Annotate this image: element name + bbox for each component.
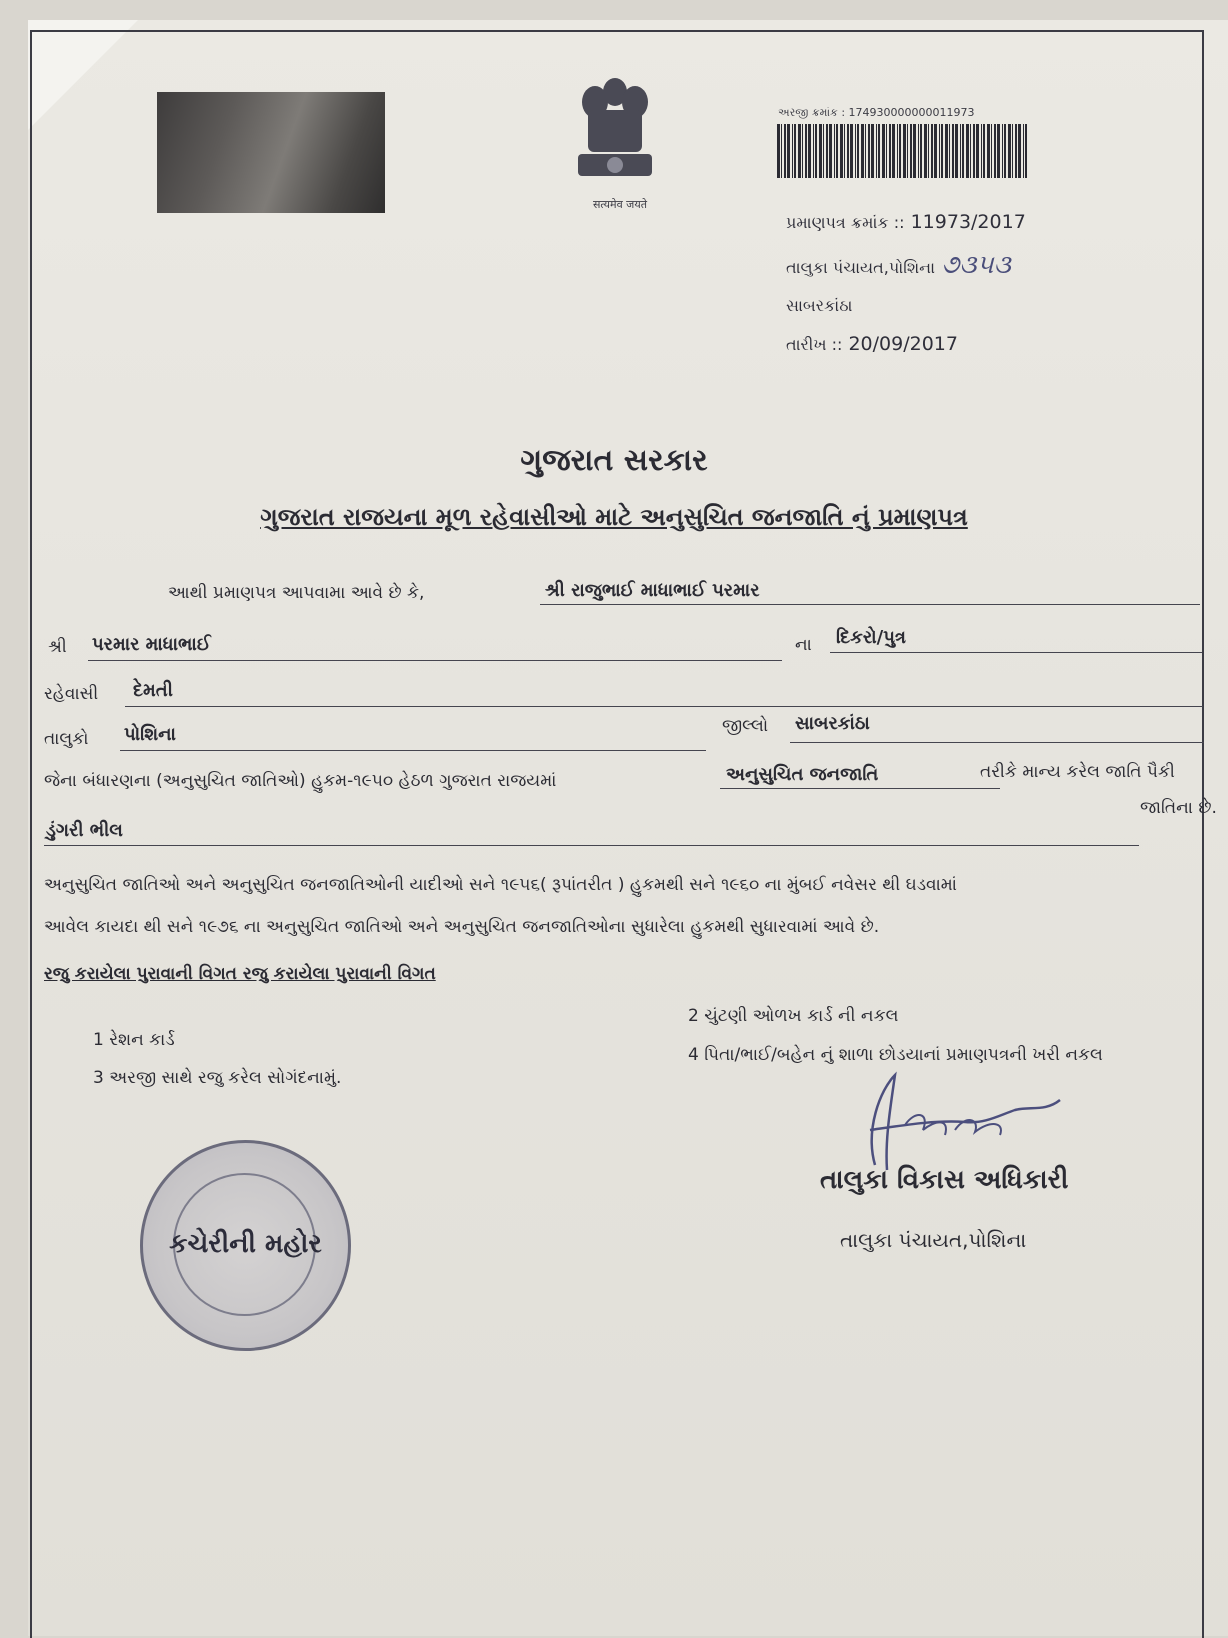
village-line [125,706,1203,707]
taluka: પોશિના [124,724,176,745]
barcode-bar [949,124,950,178]
barcode-bar [840,124,843,178]
evidence-item: 1 રેશન કાર્ડ [93,1030,175,1050]
barcode-bar [878,124,880,178]
barcode-bar [928,124,929,178]
relation-line [830,652,1202,653]
barcode-bar [924,124,927,178]
shri-label: શ્રી [48,637,67,657]
barcode-bar [857,124,859,178]
barcode-bar [892,124,895,178]
relation: દિકરો/પુત્ર [836,627,906,648]
barcode-bar [886,124,887,178]
barcode-bar [955,124,958,178]
barcode-bar [784,124,786,178]
barcode-bar [910,124,912,178]
application-number: અરજી ક્રમાંક : 174930000000011973 [778,106,975,119]
document-border [30,30,1204,1638]
barcode-bar [847,124,849,178]
barcode-bar [802,124,803,178]
barcode-bar [1012,124,1013,178]
barcode [777,124,1029,178]
barcode-bar [787,124,790,178]
taluka-line [120,750,706,751]
of-label: ના [795,635,812,655]
certificate-number: 11973/2017 [910,211,1026,233]
barcode-bar [1015,124,1017,178]
barcode-bar [897,124,898,178]
barcode-bar [987,124,990,178]
barcode-bar [815,124,817,178]
barcode-bar [794,124,796,178]
barcode-bar [960,124,961,178]
barcode-bar [829,124,832,178]
barcode-bar [876,124,877,178]
barcode-bar [889,124,891,178]
barcode-bar [991,124,992,178]
applicant-photo [157,92,385,213]
barcode-bar [966,124,969,178]
emblem-motto: सत्यमेव जयते [592,198,647,211]
legal-paragraph-line2: આવેલ કાયદા થી સને ૧૯૭૬ ના અનુસુચિત જાતિઓ અને અનુસુચિત જનજાતિઓના સુધારેલા હુકમથી સુધારવામાં આવે છે. [44,917,880,937]
barcode-bar [868,124,870,178]
barcode-bar [903,124,906,178]
date-row [786,333,958,355]
barcode-bar [882,124,885,178]
barcode-bar [931,124,933,178]
holder-name: શ્રી રાજુભાઈ માધાભાઈ પરમાર [545,580,760,601]
officer-title: તાલુકા વિકાસ અધિકારી [820,1165,1069,1195]
barcode-bar [941,124,943,178]
district-line: સાબરકાંઠા [786,296,853,315]
barcode-bar [1008,124,1011,178]
barcode-bar [1025,124,1027,178]
barcode-bar [808,124,811,178]
barcode-bar [907,124,908,178]
certificate-number-label: પ્રમાણપત્ર ક્રમાંક :: [786,213,905,232]
seal-text: કચેરીની મહોર [169,1229,322,1259]
barcode-bar [1004,124,1006,178]
barcode-bar [962,124,964,178]
resident-label: રહેવાસી [44,684,99,704]
barcode-bar [1002,124,1003,178]
district-row [786,294,852,316]
barcode-bar [861,124,864,178]
handwritten-number: ૭૩૫૩ [941,250,1011,280]
taluka-label: તાલુકો [44,729,89,749]
barcode-bar [913,124,916,178]
caste-line [44,845,1139,846]
government-title: ગુજરાત સરકાર [520,443,708,478]
barcode-bar [1018,124,1021,178]
barcode-bar [899,124,901,178]
district-label: જીલ્લો [722,716,769,736]
barcode-bar [997,124,1000,178]
office-line: તાલુકા પંચાયત,પોશિના [786,258,936,277]
issue-date: 20/09/2017 [848,333,958,355]
national-emblem-icon [560,70,670,200]
barcode-bar [834,124,835,178]
barcode-bar [945,124,948,178]
barcode-bar [952,124,954,178]
barcode-bar [920,124,922,178]
legal-paragraph-line1: અનુસુચિત જાતિઓ અને અનુસુચિત જનજાતિઓની યાદીઓ સને ૧૯૫૬( રૂપાંતરીત ) હુકમથી સને ૧૯૬૦ ના મુંબઈ નવેસર થી ઘડવામાં [44,875,957,895]
barcode-bar [865,124,866,178]
date-label: તારીખ :: [786,335,843,354]
barcode-bar [939,124,940,178]
recognized-text: તરીકે માન્ય કરેલ જાતિ પૈકી [980,762,1175,782]
barcode-bar [805,124,807,178]
barcode-bar [836,124,838,178]
barcode-bar [918,124,919,178]
holder-name-line [540,604,1200,605]
barcode-bar [823,124,824,178]
barcode-bar [777,124,780,178]
barcode-bar [983,124,985,178]
officer-signature [835,1070,1065,1180]
barcode-bar [798,124,801,178]
barcode-bar [970,124,971,178]
barcode-bar [819,124,822,178]
evidence-item: 2 ચુંટણી ઓળખ કાર્ડ ની નકલ [688,1006,899,1026]
office-seal [140,1140,351,1351]
intro-text: આથી પ્રમાણપત્ર આપવામા આવે છે કે, [168,583,425,603]
barcode-bar [855,124,856,178]
barcode-bar [850,124,853,178]
father-name-line [88,660,782,661]
barcode-bar [871,124,874,178]
barcode-bar [826,124,828,178]
barcode-bar [792,124,793,178]
barcode-bar [981,124,982,178]
office-row [786,250,1011,281]
district: સાબરકાંઠા [795,713,870,734]
village: દેમતી [133,680,173,701]
father-name: પરમાર માધાભાઈ [92,634,211,655]
certificate-number-row [786,211,1026,233]
barcode-bar [994,124,996,178]
evidence-heading: રજુ કરાયેલા પુરાવાની વિગત રજુ કરાયેલા પુરાવાની વિગત [44,964,436,984]
evidence-item: 4 પિતા/ભાઈ/બહેન નું શાળા છોડયાનાં પ્રમાણપત્રની ખરી નકલ [688,1045,1103,1065]
category-line [720,788,1000,789]
barcode-bar [781,124,782,178]
certificate-title: ગુજરાત રાજયના મૂળ રહેવાસીઓ માટે અનુસુચિત જનજાતિ નું પ્રમાણપત્ર [260,503,968,531]
district-line-underline [790,742,1204,743]
order-text: જેના બંધારણના (અનુસુચિત જાતિઓ) હુકમ-૧૯૫૦ હેઠળ ગુજરાત રાજયમાં [44,771,557,791]
barcode-bar [813,124,814,178]
barcode-bar [976,124,979,178]
category: અનુસુચિત જનજાતિ [726,764,879,785]
evidence-item: 3 અરજી સાથે રજુ કરેલ સોગંદનામું. [93,1068,342,1088]
barcode-bar [973,124,975,178]
barcode-bar [1023,124,1024,178]
caste-suffix: જાતિના છે. [1140,798,1217,818]
officer-office: તાલુકા પંચાયત,પોશિના [840,1228,1027,1252]
caste: ડુંગરી ભીલ [46,820,123,841]
barcode-bar [934,124,937,178]
barcode-bar [844,124,845,178]
